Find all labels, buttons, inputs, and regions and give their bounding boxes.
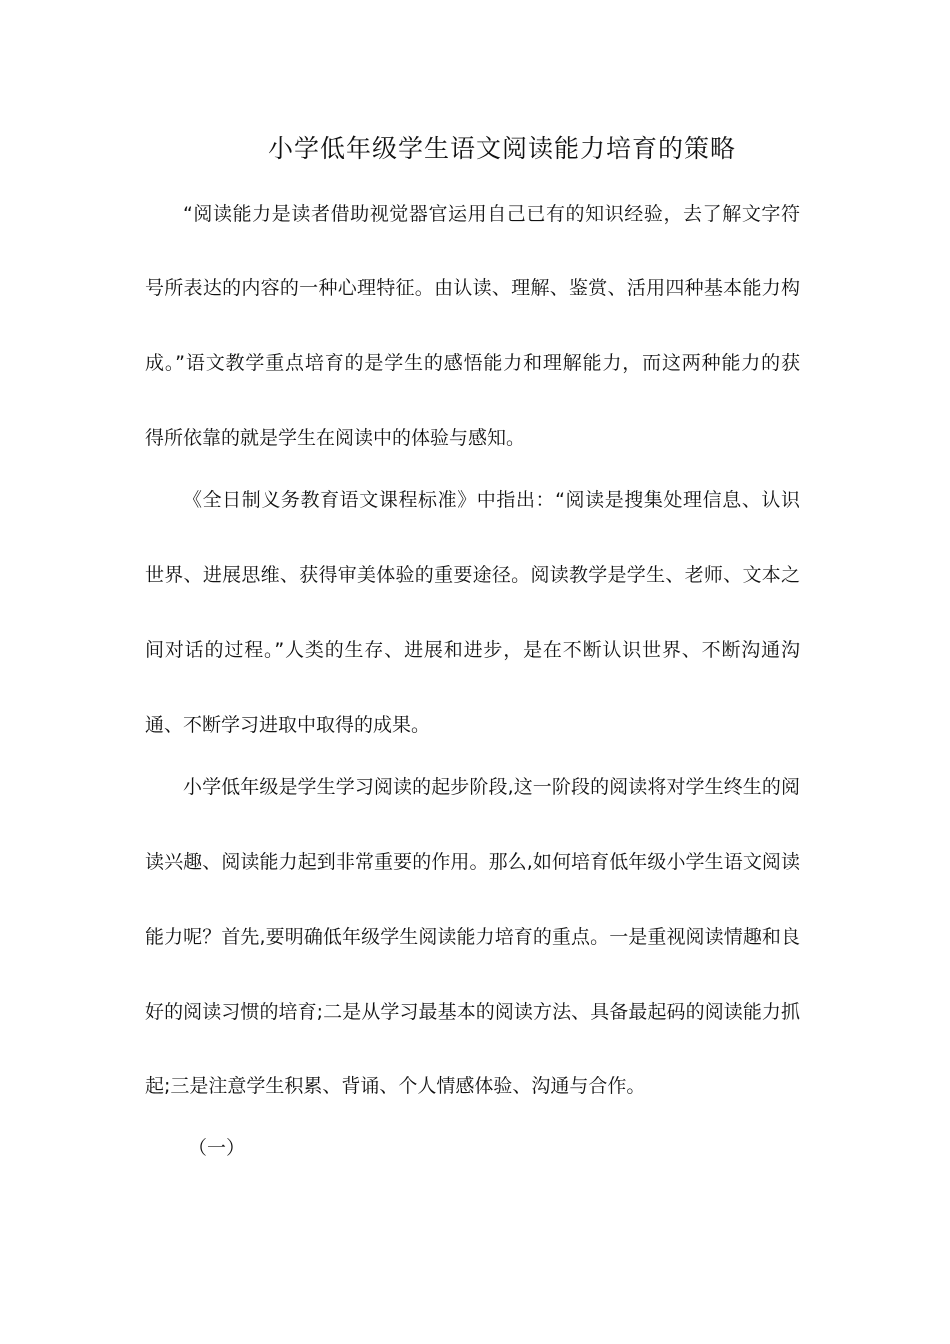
paragraph-3-line-2: 读兴趣、阅读能力起到非常重要的作用。那么,如何培育低年级小学生语文阅读 [145,851,800,873]
paragraph-1-line-4: 得所依靠的就是学生在阅读中的体验与感知。 [145,427,526,449]
paragraph-1-line-3: 成。”语文教学重点培育的是学生的感悟能力和理解能力，而这两种能力的获 [145,352,800,374]
paragraph-2-line-3: 间对话的过程。”人类的生存、进展和进步，是在不断认识世界、不断沟通沟 [145,639,800,661]
paragraph-1-line-1: “阅读能力是读者借助视觉器官运用自己已有的知识经验，去了解文字符 [183,203,800,225]
paragraph-3-line-1: 小学低年级是学生学习阅读的起步阶段,这一阶段的阅读将对学生终生的阅 [183,776,800,798]
paragraph-2-line-4: 通、不断学习进取中取得的成果。 [145,714,431,736]
section-heading: （一） [188,1137,246,1159]
paragraph-3-line-5: 起;三是注意学生积累、背诵、个人情感体验、沟通与合作。 [145,1075,646,1097]
paragraph-3-line-3: 能力呢？首先,要明确低年级学生阅读能力培育的重点。一是重视阅读情趣和良 [145,926,800,948]
paragraph-2-line-2: 世界、进展思维、获得审美体验的重要途径。阅读教学是学生、老师、文本之 [145,564,800,586]
paragraph-3-line-4: 好的阅读习惯的培育;二是从学习最基本的阅读方法、具备最起码的阅读能力抓 [145,1001,800,1023]
paragraph-1-line-2: 号所表达的内容的一种心理特征。由认读、理解、鉴赏、活用四种基本能力构 [145,277,800,299]
paragraph-2-line-1: 《全日制义务教育语文课程标准》中指出：“阅读是搜集处理信息、认识 [183,489,800,511]
document-title: 小学低年级学生语文阅读能力培育的策略 [267,134,736,163]
